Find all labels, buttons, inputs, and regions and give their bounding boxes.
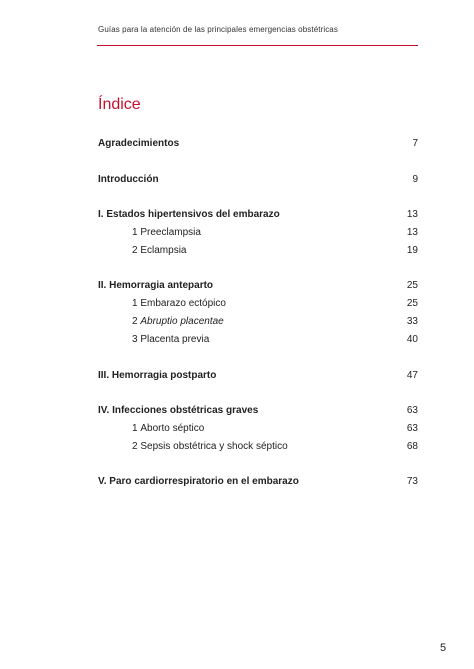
toc-entry [98, 280, 217, 292]
toc-entry [98, 209, 284, 221]
toc-entry-label: Embarazo ectópico [140, 298, 226, 309]
toc-entry-number: 2 [132, 245, 141, 256]
running-header: Guías para la atención de las principales emergencias obstétricas [98, 25, 338, 34]
toc-entry [98, 138, 183, 150]
toc-entry [132, 423, 208, 435]
toc-entry [132, 245, 190, 257]
toc-entry-label: II. Hemorragia anteparto [98, 280, 214, 291]
toc-entry-label: III. Hemorragia postparto [98, 370, 217, 381]
toc-page-number: 63 [406, 405, 418, 416]
toc-entry [132, 227, 205, 239]
toc-entry-number: 1 [132, 298, 141, 309]
toc-entry-number: 1 [132, 227, 141, 238]
toc-entry [132, 298, 230, 310]
toc-entry-label: Agradecimientos [98, 138, 180, 149]
toc-page-number: 47 [406, 370, 418, 381]
header-rule [97, 45, 418, 46]
toc-page-number: 40 [406, 334, 418, 345]
toc-entry-label: Aborto séptico [140, 423, 205, 434]
toc-page-number: 13 [406, 227, 418, 238]
toc-entry-number: 3 [132, 334, 141, 345]
toc-page-number: 19 [406, 245, 418, 256]
toc-page-number: 73 [406, 476, 418, 487]
toc-entry-label: V. Paro cardiorrespiratorio en el embarazo [98, 476, 299, 487]
toc-entry-label: Preeclampsia [140, 227, 201, 238]
toc-entry [98, 476, 303, 488]
toc-entry-label: Abruptio placentae [140, 316, 224, 327]
toc-page-number: 7 [412, 138, 418, 149]
toc-entry-label: Sepsis obstétrica y shock séptico [140, 441, 288, 452]
toc-entry-label: IV. Infecciones obstétricas graves [98, 405, 259, 416]
toc-entry [132, 334, 213, 346]
toc-entry [98, 405, 262, 417]
toc-page-number: 25 [406, 280, 418, 291]
toc-entry [132, 441, 292, 453]
toc-entry-label: Introducción [98, 174, 159, 185]
toc-page-number: 13 [406, 209, 418, 220]
toc-entry-number: 2 [132, 316, 141, 327]
toc-page-number: 63 [406, 423, 418, 434]
toc-page-number: 33 [406, 316, 418, 327]
toc-entry [98, 370, 220, 382]
toc-page-number: 25 [406, 298, 418, 309]
toc-entry-number: 1 [132, 423, 141, 434]
page-title: Índice [98, 96, 141, 113]
toc-entry-label: I. Estados hipertensivos del embarazo [98, 209, 280, 220]
toc-entry [98, 174, 163, 186]
page-number: 5 [440, 642, 447, 654]
toc-entry-number: 2 [132, 441, 141, 452]
toc-page-number: 9 [412, 174, 418, 185]
toc-entry [132, 316, 228, 328]
toc-entry-label: Eclampsia [140, 245, 187, 256]
toc-entry-label: Placenta previa [140, 334, 210, 345]
toc-page-number: 68 [406, 441, 418, 452]
